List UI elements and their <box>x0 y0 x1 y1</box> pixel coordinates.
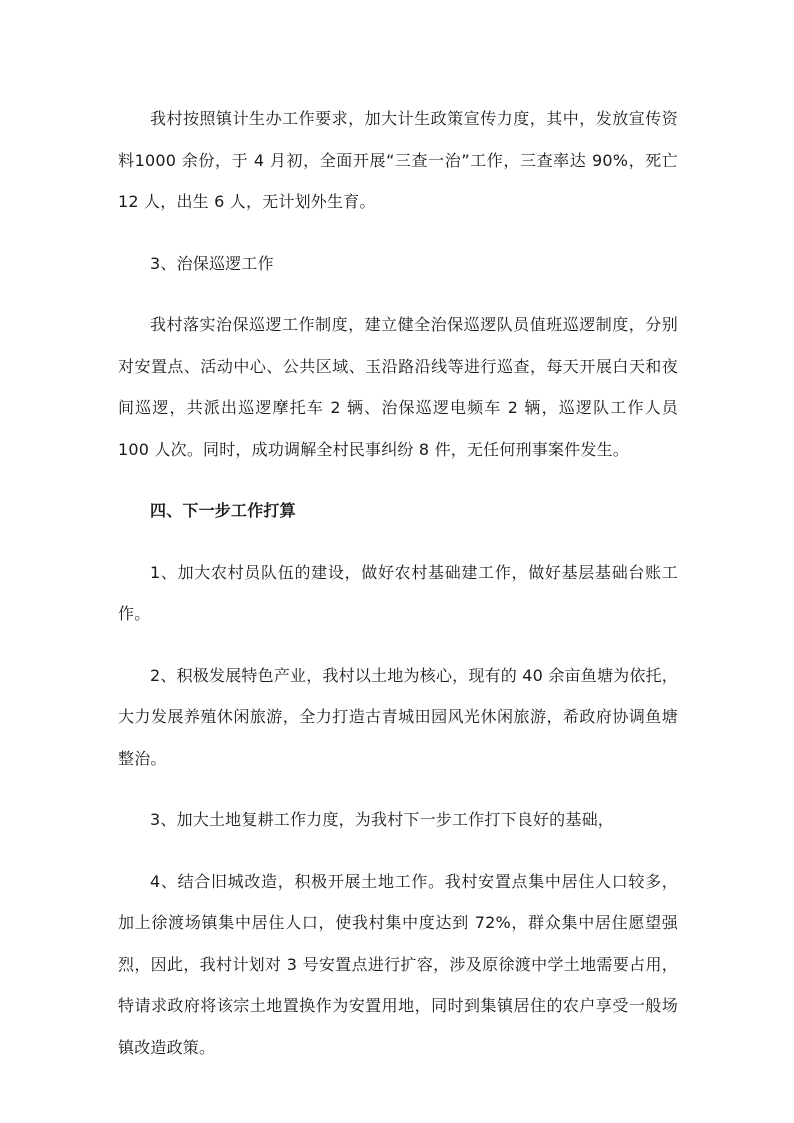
list-item-land-reclamation: 3、加大土地复耕工作力度，为我村下一步工作打下良好的基础， <box>150 810 614 829</box>
list-item-special-industry: 2、积极发展特色产业，我村以土地为核心，现有的 40 余亩鱼塘为依托，大力发展养殖休闲旅游，全力打造古青城田园风光休闲旅游，希政府协调鱼塘整治。 <box>118 665 678 768</box>
paragraph-patrol-work: 我村落实治保巡逻工作制度，建立健全治保巡逻队员值班巡逻制度，分别对安置点、活动中心、公共区域、玉沿路沿线等进行巡查，每天开展白天和夜间巡逻，共派出巡逻摩托车 2 辆、治保巡逻电频车 2 辆，巡逻队工作人员 100 人次。同时，成功调解全村民事纠纷 8 件，无任何刑事案件发生。 <box>118 315 678 459</box>
subheading-patrol-work: 3、治保巡逻工作 <box>150 253 274 273</box>
list-item-old-town-renovation: 4、结合旧城改造，积极开展土地工作。我村安置点集中居住人口较多，加上徐渡场镇集中居住人口，使我村集中度达到 72%，群众集中居住愿望强烈，因此，我村计划对 3 号安置点进行扩容，涉及原徐渡中学土地需要占用，特请求政府将该宗土地置换作为安置用地，同时到集镇居住的农户享受一般场镇改造政策。 <box>118 871 678 1057</box>
list-item-team-building: 1、加大农村员队伍的建设，做好农村基础建工作，做好基层基础台账工作。 <box>118 562 678 623</box>
section-heading-next-steps: 四、下一步工作打算 <box>150 501 296 520</box>
document-body <box>118 98 678 1088</box>
paragraph-family-planning: 我村按照镇计生办工作要求，加大计生政策宣传力度，其中，发放宣传资料1000 余份，于 4 月初，全面开展“三查一治”工作，三查率达 90%，死亡 12 人，出生 6 人，无计划外生育。 <box>118 109 678 211</box>
